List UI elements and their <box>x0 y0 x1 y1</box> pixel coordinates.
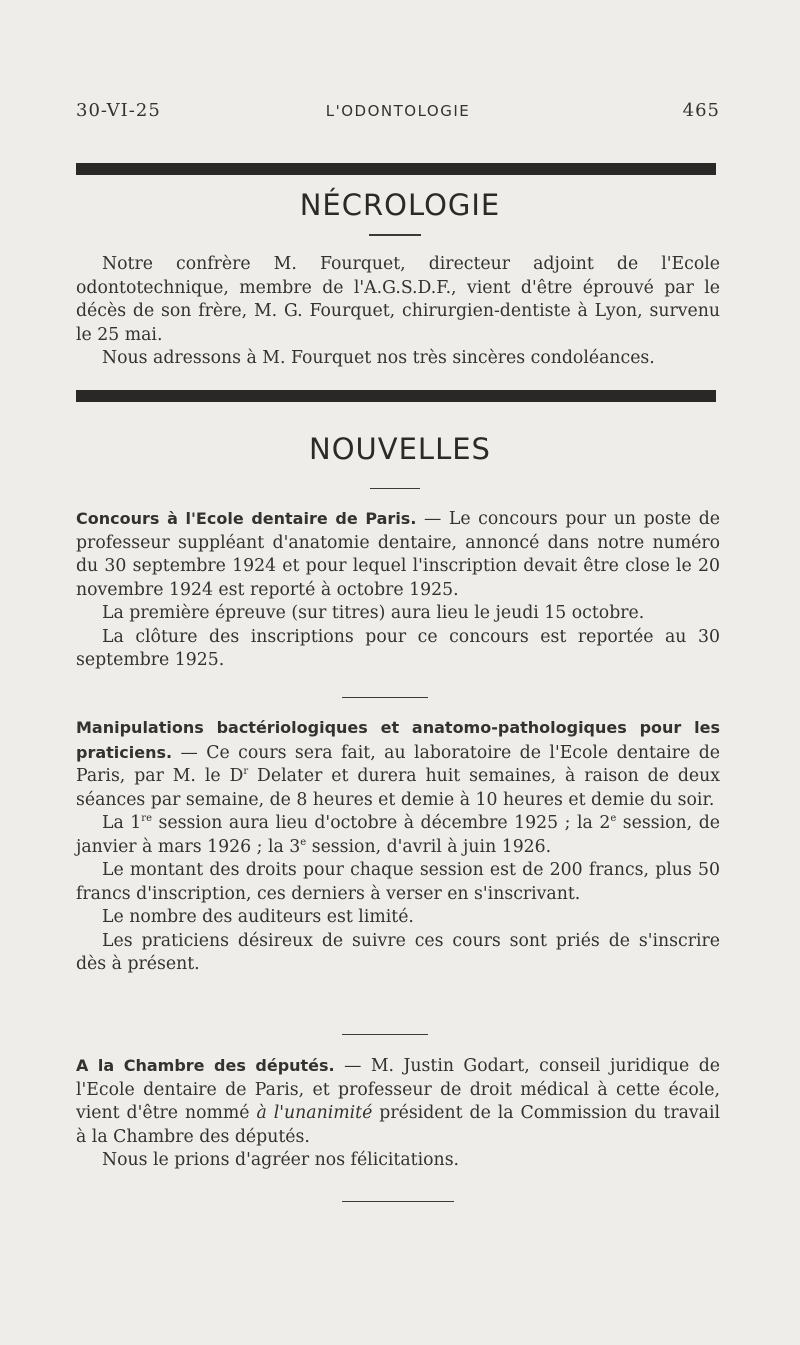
article-lead: A la Chambre des députés. <box>76 1056 335 1075</box>
journal-title: L'ODONTOLOGIE <box>325 102 471 120</box>
necrologie-title: NÉCROLOGIE <box>299 188 501 222</box>
article-paragraph <box>76 716 720 812</box>
article-paragraph <box>76 507 720 602</box>
necrologie-paragraph: Notre confrère M. Fourquet, directeur adjoint de l'Ecole odontotechnique, membre de l'A.G.S.D.F., vient d'être éprouvé par le décès de son frère, M. G. Fourquet, chirurgien-dentiste à Lyon, survenu le 25 mai. <box>76 254 720 345</box>
chambre-article <box>76 1054 720 1173</box>
article-paragraph: Les praticiens désireux de suivre ces cours sont priés de s'inscrire dès à présent. <box>76 930 720 974</box>
necrologie-paragraph: Nous adressons à M. Fourquet nos très sincères condoléances. <box>102 348 655 368</box>
article-text: session, de janvier à mars 1926 ; la 3 <box>76 813 720 857</box>
article-paragraph: Le nombre des auditeurs est limité. <box>102 907 414 927</box>
article-text: — Le concours pour un poste de professeur suppléant d'anatomie dentaire, annoncé dans notre numéro du 30 septembre 1924 et pour lequel l'inscription devait être close le 20 novembre 1924 est reporté à octobre 1925. <box>76 509 721 600</box>
article-text: — Ce cours sera fait, au laboratoire de l'Ecole dentaire de Paris, par M. le D <box>76 742 720 786</box>
title-rule <box>370 488 420 489</box>
title-rule <box>369 234 421 236</box>
top-divider-bar <box>76 163 716 175</box>
section-divider-bar <box>76 390 716 402</box>
manipulations-article <box>76 716 720 977</box>
article-text: — M. Justin Godart, conseil juridique de l'Ecole dentaire de Paris, et professeur de droit médical à cette école, vient d'être nommé <box>76 1056 720 1123</box>
superscript: e <box>610 813 617 825</box>
superscript: r <box>243 766 249 778</box>
issue-date: 30-VI-25 <box>76 100 161 121</box>
article-text: session aura lieu d'octobre à décembre 1925 ; la 2 <box>152 813 611 833</box>
nouvelles-title: NOUVELLES <box>309 432 491 466</box>
article-paragraph <box>76 812 720 859</box>
article-text: Delater et durera huit semaines, à raison de deux séances par semaine, de 8 heures et demie à 10 heures et demie du soir. <box>76 766 721 810</box>
article-separator <box>342 697 428 698</box>
article-paragraph: Nous le prions d'agréer nos félicitations. <box>102 1150 460 1170</box>
article-paragraph <box>76 1054 720 1149</box>
article-paragraph: La première épreuve (sur titres) aura lieu le jeudi 15 octobre. <box>102 603 645 623</box>
running-header <box>76 100 720 130</box>
article-text: La 1 <box>102 813 142 833</box>
article-text: président de la Commission du travail à la Chambre des députés. <box>76 1103 721 1147</box>
concours-article <box>76 507 720 673</box>
article-lead: Concours à l'Ecole dentaire de Paris. <box>76 509 417 528</box>
necrologie-body <box>76 253 720 371</box>
article-paragraph: La clôture des inscriptions pour ce concours est reportée au 30 septembre 1925. <box>76 626 720 670</box>
italic-text: à l'unanimité <box>256 1103 373 1123</box>
page-number: 465 <box>682 100 720 121</box>
superscript: re <box>141 813 152 825</box>
superscript: e <box>300 836 307 848</box>
article-text: session, d'avril à juin 1926. <box>306 836 552 857</box>
article-lead: Manipulations bactériologiques et anatomo-pathologiques pour les praticiens. <box>76 718 720 762</box>
article-paragraph: Le montant des droits pour chaque session est de 200 francs, plus 50 francs d'inscription, ces derniers à verser en s'inscrivant. <box>76 860 720 904</box>
closing-rule <box>342 1201 454 1202</box>
article-separator <box>342 1034 428 1035</box>
